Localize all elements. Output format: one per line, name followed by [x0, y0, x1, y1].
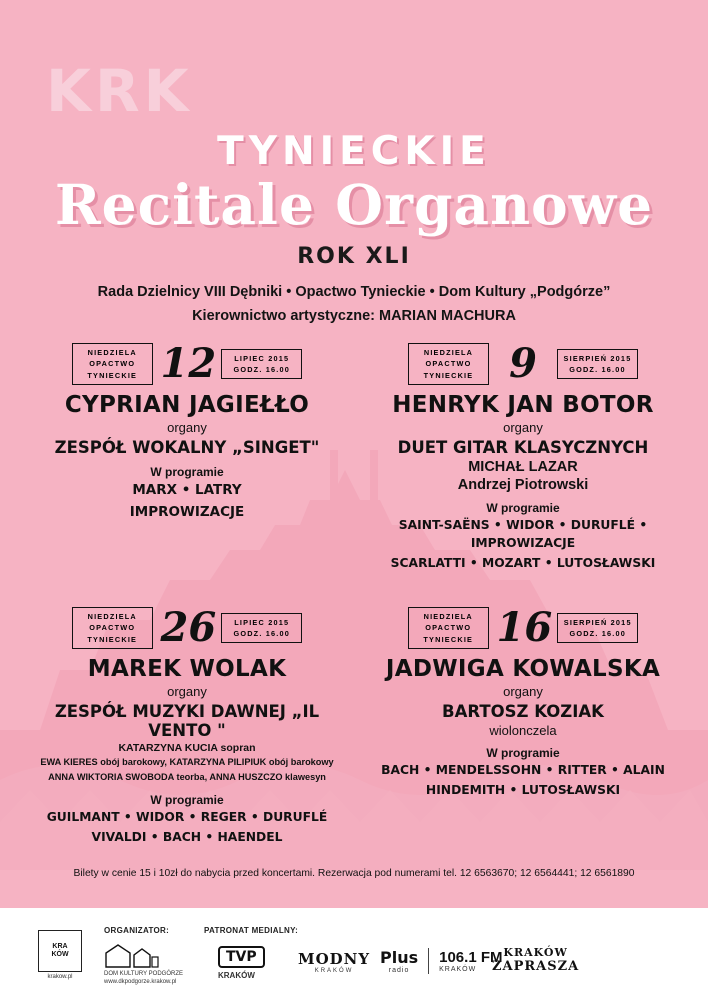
- concert-2-ensemble: DUET GITAR KLASYCZNYCH: [397, 438, 649, 457]
- concert-1-day: 12: [160, 340, 217, 387]
- concert-2-day: 9: [509, 340, 537, 387]
- patron-block: [204, 926, 298, 935]
- fm-sub: KRAKÓW: [439, 966, 477, 973]
- concert-1-performer: CYPRIAN JAGIEŁŁO: [64, 392, 310, 418]
- concert-3-ensemble: ZESPÓŁ MUZYKI DAWNEJ „IL VENTO ": [54, 702, 320, 740]
- title-line-2: Recitale Organowe: [54, 172, 654, 237]
- concert-1-program-line-1: MARX • LATRY: [132, 482, 242, 498]
- tvp-city: KRAKÓW: [218, 971, 255, 980]
- ticket-note: Bilety w cenie 15 i 10zł do nabycia przed koncertami. Rezerwacja pod numerami tel. 12 6563670; 12 6564441; 12 6561890: [73, 868, 635, 879]
- concert-2-member-1: MICHAŁ LAZAR: [468, 459, 578, 475]
- fm-name: 106.1 FM: [439, 949, 503, 966]
- concert-3-program-line-1: GUILMANT • WIDOR • REGER • DURUFLÉ: [46, 809, 328, 824]
- tvp-logo: [218, 946, 265, 980]
- concert-3-performer: MAREK WOLAK: [87, 656, 287, 682]
- concert-4-program-line-2: HINDEMITH • LUTOSŁAWSKI: [425, 782, 621, 797]
- date-bar: [408, 604, 638, 651]
- concert-2-member-2: Andrzej Piotrowski: [457, 477, 589, 493]
- concert-4-performer: JADWIGA KOWALSKA: [385, 656, 661, 682]
- concert-4-month-hour: SIERPIEŃ 2015 GODZ. 16.00: [557, 613, 638, 644]
- krk-logo: KRK: [46, 57, 193, 125]
- concert-4-ensemble: BARTOSZ KOZIAK: [442, 702, 604, 721]
- modny-sub: KRAKÓW: [314, 968, 354, 974]
- dk-podgorze-icon: [104, 943, 160, 969]
- concert-3-day: 26: [160, 604, 217, 651]
- concert-1-program-line-2: IMPROWIZACJE: [129, 503, 245, 520]
- concert-3-month-hour: LIPIEC 2015 GODZ. 16.00: [221, 613, 302, 644]
- concert-2-month-hour: SIERPIEŃ 2015 GODZ. 16.00: [557, 349, 638, 380]
- organizer-url[interactable]: www.dkpodgorze.krakow.pl: [104, 979, 177, 985]
- poster-title: [0, 129, 708, 269]
- concert-2-instrument: organy: [503, 420, 543, 435]
- concert-3-program-line-2: VIVALDI • BACH • HAENDEL: [91, 829, 283, 844]
- concert-3-members-line-1: EWA KIERES obój barokowy, KATARZYNA PILIPIUK obój barokowy: [40, 757, 334, 767]
- krakow-zaprasza-logo: [492, 946, 579, 974]
- organizers-line: Rada Dzielnicy VIII Dębniki • Opactwo Tynieckie • Dom Kultury „Podgórze”: [97, 284, 611, 300]
- concert-3-program-label: W programie: [150, 792, 224, 807]
- title-line-1: TYNIECKIE: [217, 129, 491, 174]
- concert-1-weekday-place: NIEDZIELA OPACTWO TYNIECKIE: [72, 343, 153, 385]
- modny-krakow-logo: [298, 950, 370, 974]
- organizer-name: DOM KULTURY PODGÓRZE: [104, 971, 184, 977]
- concert-2-performer: HENRYK JAN BOTOR: [392, 392, 654, 418]
- concert-card-1: [22, 340, 352, 522]
- concert-card-4: [358, 604, 688, 800]
- concert-4-weekday-place: NIEDZIELA OPACTWO TYNIECKIE: [408, 607, 489, 649]
- organizer-block: [104, 926, 183, 985]
- title-line-3: ROK XLI: [297, 244, 411, 269]
- concert-2-program-line-2: SCARLATTI • MOZART • LUTOSŁAWSKI: [390, 555, 656, 570]
- concert-2-program-line-1: SAINT-SAËNS • WIDOR • DURUFLÉ • IMPROWIZACJE: [398, 518, 648, 550]
- zaprasza-line-2: ZAPRASZA: [492, 959, 580, 974]
- date-bar: [72, 604, 302, 651]
- concert-2-weekday-place: NIEDZIELA OPACTWO TYNIECKIE: [408, 343, 489, 385]
- tvp-mark: TVP: [218, 946, 265, 968]
- concert-4-day: 16: [496, 604, 553, 651]
- date-bar: [408, 340, 638, 387]
- concert-1-instrument: organy: [167, 420, 207, 435]
- concert-3-weekday-place: NIEDZIELA OPACTWO TYNIECKIE: [72, 607, 153, 649]
- concert-card-3: [22, 604, 352, 846]
- date-bar: [72, 340, 302, 387]
- concert-3-instrument: organy: [167, 684, 207, 699]
- logo-divider: [428, 948, 429, 974]
- concert-2-program-label: W programie: [486, 501, 560, 515]
- concert-1-month-hour: LIPIEC 2015 GODZ. 16.00: [221, 349, 302, 380]
- plus-name: Plus: [380, 948, 419, 967]
- krakow-logo-caption: krakow.pl: [47, 974, 73, 980]
- artistic-direction-line: Kierownictwo artystyczne: MARIAN MACHURA: [192, 308, 516, 324]
- concert-3-members-line-2: ANNA WIKTORIA SWOBODA teorba, ANNA HUSZCZO klawesyn: [48, 772, 326, 783]
- concert-4-instrument: organy: [503, 684, 543, 699]
- organizer-label: ORGANIZATOR:: [104, 926, 170, 935]
- krakow-city-logo: [38, 930, 82, 980]
- patron-label: PATRONAT MEDIALNY:: [204, 926, 299, 935]
- plus-sub: radio: [388, 967, 410, 974]
- zaprasza-line-1: KRAKÓW: [503, 946, 568, 959]
- concert-1-program-label: W programie: [150, 465, 224, 479]
- footer-logos: [0, 908, 708, 1000]
- concert-1-ensemble: ZESPÓŁ WOKALNY „SINGET": [54, 438, 320, 457]
- concert-4-program-line-1: BACH • MENDELSSOHN • RITTER • ALAIN: [381, 763, 665, 777]
- concert-card-2: [358, 340, 688, 572]
- plus-radio-logo: [380, 948, 503, 974]
- modny-name: MODNY: [298, 950, 371, 968]
- concert-3-soloist: KATARZYNA KUCIA sopran: [118, 742, 256, 754]
- concert-4-ensemble-instrument: wiolonczela: [489, 723, 557, 738]
- krakow-crest-icon: KRA KÓW: [38, 930, 82, 972]
- concert-4-program-label: W programie: [486, 746, 560, 760]
